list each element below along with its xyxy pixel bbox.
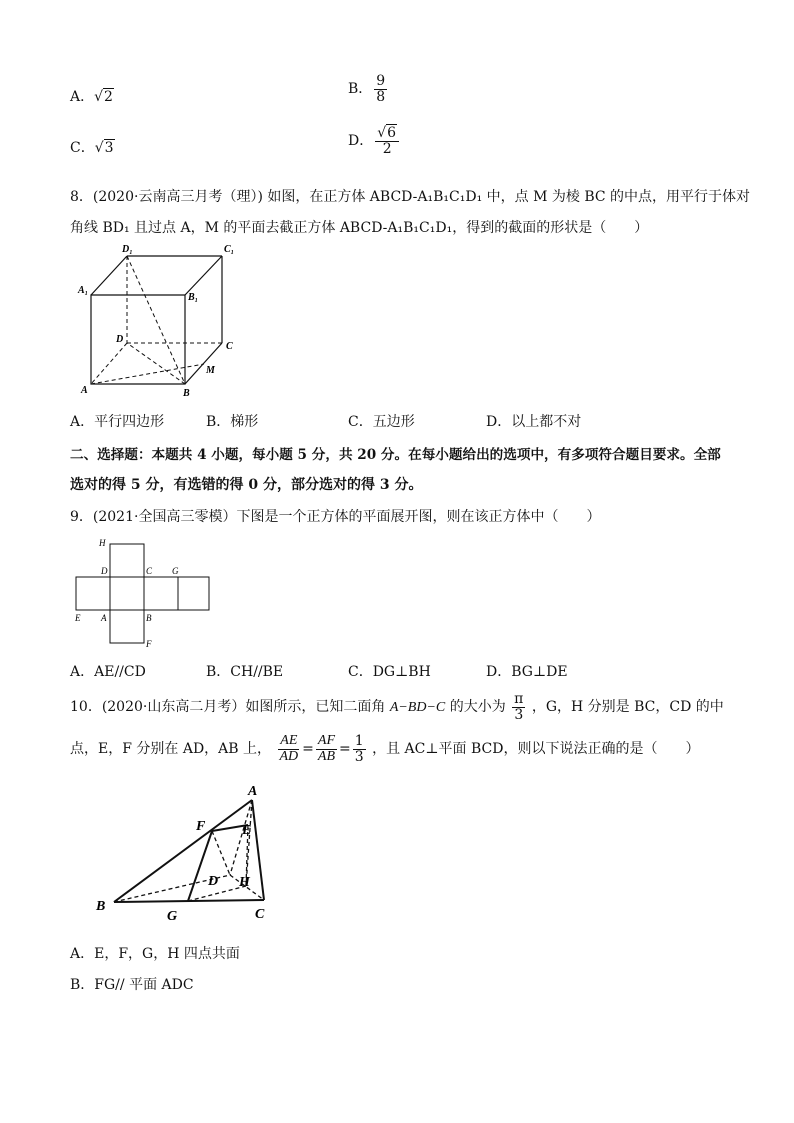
section2-heading-line2: 选对的得 5 分，有选错的得 0 分，部分选对的得 3 分。 (70, 477, 423, 493)
segment-f-d (212, 831, 230, 875)
label-b: B (183, 388, 190, 399)
q7-option-d (348, 126, 401, 156)
q9-option-b: B．CH//BE (206, 664, 284, 680)
stem-text: ，G，H 分别是 BC，CD 的中 (531, 699, 724, 716)
edge-a-c (252, 800, 264, 900)
sqrt-symbol: √3 (94, 140, 114, 156)
net-square-right1 (144, 577, 178, 610)
stem-text: 点，E，F 分别在 AD，AB 上， (70, 741, 272, 758)
numerator: AF (317, 733, 335, 748)
label-b: B (96, 899, 106, 914)
denominator: 3 (354, 748, 364, 765)
stem-text: 10．(2020·山东高二月考）如图所示，已知二面角 (70, 699, 386, 716)
edge-c-b (185, 343, 222, 384)
edge-b-a (114, 800, 252, 902)
label-d: D (116, 334, 124, 345)
label-a: A (101, 613, 107, 623)
label-d: D (101, 566, 108, 576)
denominator: 2 (382, 140, 392, 157)
numerator: AE (280, 733, 298, 748)
section2-heading-line1: 二、选择题：本题共 4 小题，每小题 5 分，共 20 分。在每小题给出的选项中，有多项符合题目要求。全部 (70, 447, 721, 463)
segment-a-h (246, 800, 252, 886)
q8-option-a: A．平行四边形 (70, 414, 165, 430)
q9-net-figure (70, 534, 220, 652)
net-square-top (110, 544, 144, 577)
net-square-left (76, 577, 110, 610)
q8-cube-figure (70, 238, 250, 400)
label-f: F (146, 639, 152, 649)
label-d: D (208, 874, 219, 889)
label-a1: A₁ (78, 285, 89, 296)
q8-stem-line2: 角线 BD₁ 且过点 A，M 的平面去截正方体 ABCD-A₁B₁C₁D₁，得到的截面的形状是（ ） (70, 220, 649, 236)
fraction (374, 74, 387, 104)
q8-option-b: B．梯形 (206, 414, 259, 430)
label-c1: C₁ (224, 244, 235, 255)
label-h: H (239, 875, 250, 890)
sqrt-symbol: √2 (94, 89, 113, 105)
radicand: 3 (104, 140, 114, 156)
label-c: C (146, 566, 153, 576)
edge-c1-b1 (185, 256, 222, 295)
label-e: E (242, 823, 252, 838)
net-square-bottom (110, 610, 144, 643)
denominator: 8 (376, 88, 386, 105)
numerator: √6 (375, 126, 399, 142)
denominator: 3 (514, 706, 524, 723)
label-b1: B₁ (188, 292, 199, 303)
q7-option-b (348, 74, 389, 104)
stem-text: 的大小为 (449, 699, 506, 716)
option-label: B． (348, 81, 373, 98)
label-g: G (167, 909, 178, 924)
q9-option-d: D．BG⊥DE (486, 664, 568, 680)
label-b: B (146, 613, 152, 623)
option-label: D． (348, 133, 374, 150)
label-a: A (248, 784, 258, 799)
q10-option-b: B．FG// 平面 ADC (70, 977, 194, 993)
segment-f-g (188, 831, 212, 901)
label-h: H (99, 538, 106, 548)
q10-stem-line1 (70, 692, 724, 722)
option-label: C． (70, 140, 95, 156)
front-face (91, 295, 185, 384)
denominator: AD (279, 748, 299, 764)
radicand: 2 (104, 89, 113, 105)
q7-option-c (70, 137, 115, 157)
q10-tetrahedron-figure (90, 780, 290, 925)
q9-option-c: C．DG⊥BH (348, 664, 431, 680)
edge-d-a (91, 343, 127, 384)
label-e: E (75, 613, 81, 623)
label-d1: D₁ (122, 244, 133, 255)
label-m: M (206, 365, 215, 376)
option-label: A． (70, 89, 95, 105)
radicand: 6 (387, 125, 397, 141)
q8-option-c: C．五边形 (348, 414, 415, 430)
label-f: F (196, 819, 206, 834)
dihedral-angle: A−BD−C (389, 700, 446, 716)
ratio-fraction-1 (277, 734, 300, 764)
ratio-fraction-2 (316, 734, 337, 764)
fraction (375, 126, 399, 156)
ratio-fraction-value (353, 734, 366, 764)
edge-a1-d1 (91, 256, 127, 295)
segment-bd (127, 343, 185, 384)
q8-stem-line1: 8．(2020·云南高三月考（理）) 如图，在正方体 ABCD-A₁B₁C₁D₁ 中，点 M 为棱 BC 的中点，用平行于体对 (70, 189, 751, 205)
net-square-right2 (178, 577, 209, 610)
q10-option-a: A．E，F，G，H 四点共面 (70, 946, 240, 962)
label-c: C (226, 341, 233, 352)
numerator: 9 (376, 73, 386, 89)
q8-option-d: D．以上都不对 (486, 414, 582, 430)
q9-option-a: A．AE//CD (70, 664, 146, 680)
q7-option-a (70, 86, 114, 106)
diagonal-bd1 (127, 256, 185, 384)
denominator: AB (317, 748, 335, 764)
net-square-center (110, 577, 144, 610)
label-a: A (81, 385, 88, 396)
q10-stem-line2: 点，E，F 分别在 AD，AB 上， $\frac{AE}{AD}$ = $\frac{AF}{AB}$ = $\frac{1}{3}$ ，且 AC⊥平面 BCD，则以下说法正确的是（ ） (70, 733, 700, 765)
q9-stem: 9．(2021·全国高三零模）下图是一个正方体的平面展开图，则在该正方体中（ ） (70, 509, 601, 525)
numerator: π (514, 691, 524, 707)
angle-fraction (512, 692, 525, 722)
label-g: G (172, 566, 179, 576)
label-c: C (255, 907, 265, 922)
numerator: 1 (354, 733, 364, 749)
stem-text: ，且 AC⊥平面 BCD，则以下说法正确的是（ ） (372, 741, 700, 758)
